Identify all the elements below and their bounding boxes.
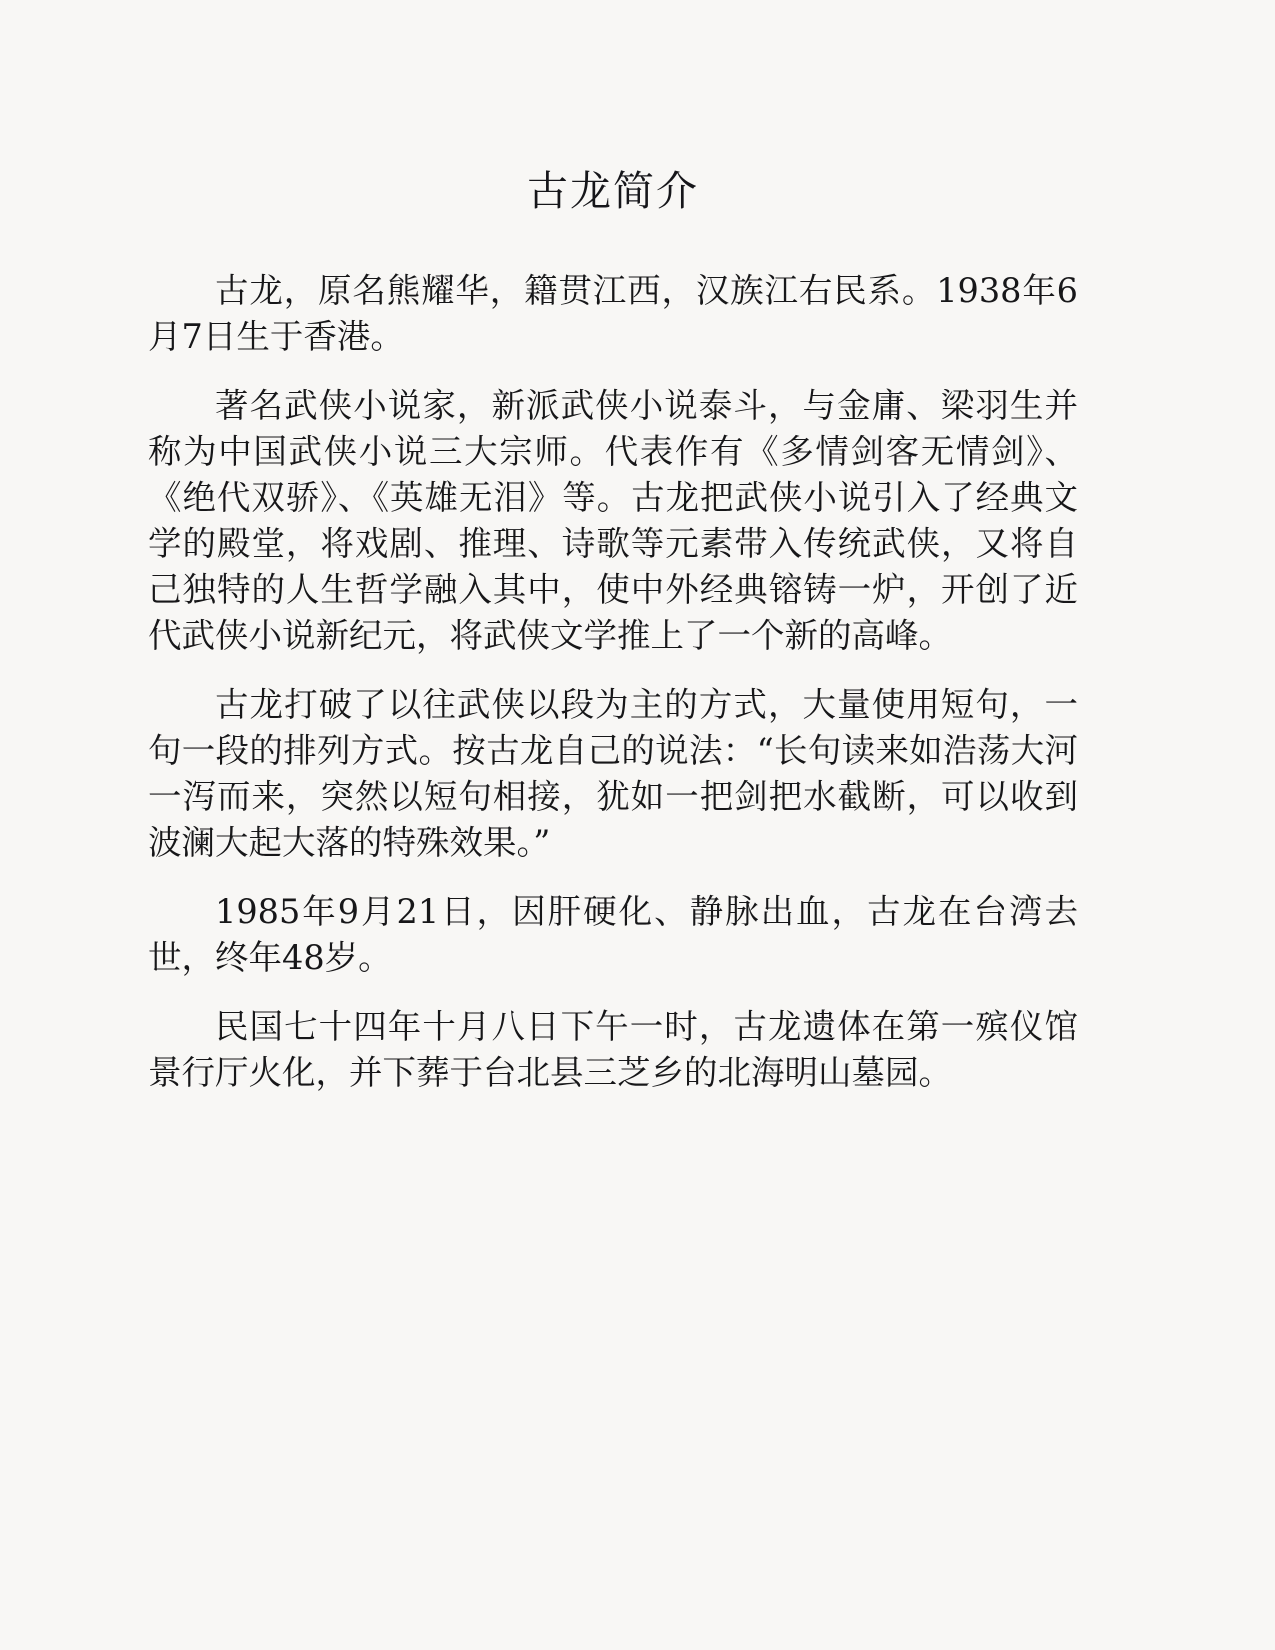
document-body [148,268,1078,1096]
paragraph-career: 著名武侠小说家，新派武侠小说泰斗，与金庸、梁羽生并称为中国武侠小说三大宗师。代表作有《多情剑客无情剑》、《绝代双骄》、《英雄无泪》等。古龙把武侠小说引入了经典文学的殿堂，将戏剧、推理、诗歌等元素带入传统武侠，又将自己独特的人生哲学融入其中，使中外经典镕铸一炉，开创了近代武侠小说新纪元，将武侠文学推上了一个新的高峰。 [148,386,1078,656]
paragraph-style: 古龙打破了以往武侠以段为主的方式，大量使用短句，一句一段的排列方式。按古龙自己的说法：“长句读来如浩荡大河一泻而来，突然以短句相接，犹如一把剑把水截断，可以收到波澜大起大落的特殊效果。” [148,685,1078,863]
document-content-column [148,0,1078,1096]
paragraph-death: 1985年9月21日，因肝硬化、静脉出血，古龙在台湾去世，终年48岁。 [148,892,1078,978]
paragraph-funeral: 民国七十四年十月八日下午一时，古龙遗体在第一殡仪馆景行厅火化，并下葬于台北县三芝乡的北海明山墓园。 [148,1007,1078,1093]
paragraph-intro: 古龙，原名熊耀华，籍贯江西，汉族江右民系。1938年6月7日生于香港。 [148,271,1078,357]
page-title: 古龙简介 [527,167,699,215]
